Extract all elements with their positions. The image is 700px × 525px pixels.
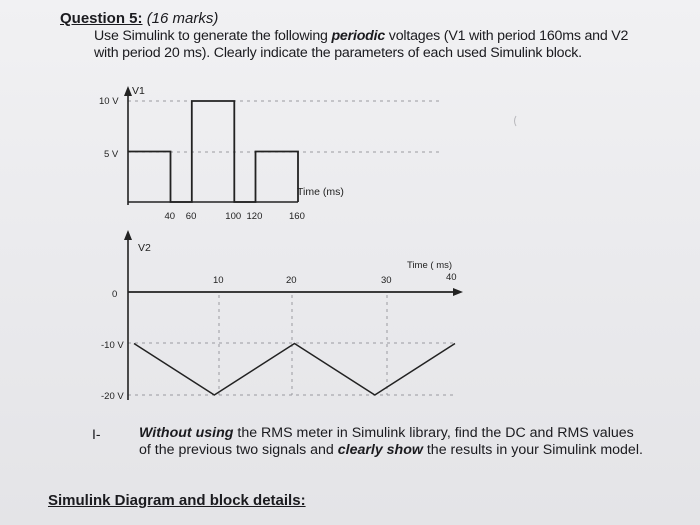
v2-waveform xyxy=(134,344,455,396)
v2-xtick-30: 30 xyxy=(381,275,392,286)
question-number: Question 5: xyxy=(60,10,143,27)
v2-title: V2 xyxy=(138,242,151,254)
v2-xtick-10: 10 xyxy=(213,275,224,286)
v2-xtick-40: 40 xyxy=(446,272,457,283)
question-text-end: voltages (V1 with period 160ms and V2 with period 20 ms). Clearly indicate the parameters of each used Simulink block. xyxy=(94,28,629,61)
part-text-1: the RMS meter in Simulink library, find the DC and RMS values of the previous two signals and xyxy=(139,425,634,458)
v1-ytick-5: 5 V xyxy=(104,149,119,160)
v2-chart xyxy=(101,230,463,402)
without-using-emphasis: Without using xyxy=(139,425,234,441)
v2-xlabel: Time ( ms) xyxy=(407,260,453,271)
question-text-start: Use Simulink to generate the following xyxy=(94,28,332,44)
part-text-2: the results in your Simulink model. xyxy=(422,442,643,458)
v1-title: V1 xyxy=(132,85,145,97)
v1-xtick-40: 40 xyxy=(164,211,176,222)
v1-xlabel: Time (ms) xyxy=(297,186,344,198)
v1-xtick-120: 120 xyxy=(246,211,263,222)
v1-y-axis-arrow xyxy=(124,86,132,96)
periodic-emphasis: periodic xyxy=(331,28,386,44)
v2-ytick-minus20: -20 V xyxy=(101,391,124,402)
v1-xtick-160: 160 xyxy=(289,211,305,222)
v2-xtick-20: 20 xyxy=(286,275,297,286)
simulink-diagram-heading: Simulink Diagram and block details: xyxy=(48,492,306,509)
v2-ytick-0: 0 xyxy=(112,289,118,300)
part-instructions xyxy=(139,425,644,459)
stray-mark xyxy=(515,116,517,126)
v1-ytick-10: 10 V xyxy=(99,96,119,107)
v1-x-ticks xyxy=(165,211,305,222)
v2-ytick-minus10: -10 V xyxy=(101,340,124,351)
v1-chart xyxy=(99,85,440,222)
question-marks: (16 marks) xyxy=(146,10,219,27)
clearly-show-emphasis: clearly show xyxy=(337,442,423,458)
v2-x-ticks xyxy=(213,272,457,286)
v2-x-axis-arrow xyxy=(453,288,463,296)
v2-y-axis-arrow xyxy=(124,230,132,240)
v1-xtick-60: 60 xyxy=(185,211,197,222)
v1-xtick-100: 100 xyxy=(225,211,242,222)
part-label: I- xyxy=(92,426,101,442)
